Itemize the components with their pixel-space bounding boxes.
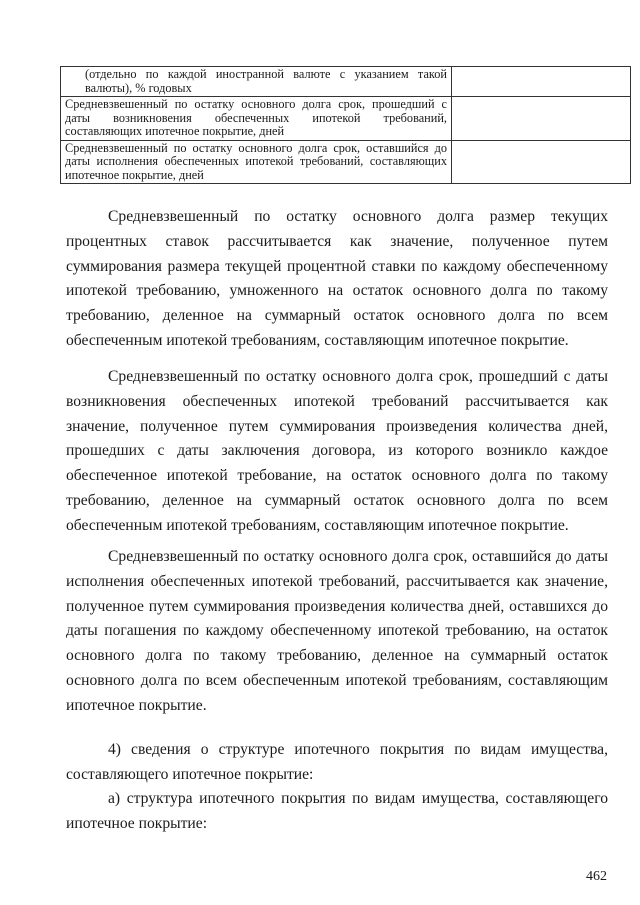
indicator-table bbox=[60, 66, 631, 184]
table-cell-label: Средневзвешенный по остатку основного долга срок, оставшийся до даты исполнения обеспеченных ипотекой требований, составляющих ипотечное покрытие, дней bbox=[61, 140, 452, 184]
table-cell-value bbox=[452, 67, 631, 97]
table-row bbox=[61, 67, 631, 97]
table-row bbox=[61, 140, 631, 184]
paragraph-elapsed-term: Средневзвешенный по остатку основного долга срок, прошедший с даты возникновения обеспеченных ипотекой требований рассчитывается как значение, полученное путем суммирования произведения количества дней, прошедших с даты заключения договора, из которого возникло каждое обеспеченное ипотекой требование, на остаток основного долга по такому требованию, деленное на суммарный остаток основного долга по всем обеспеченным ипотекой требованиям, составляющим ипотечное покрытие. bbox=[66, 368, 608, 534]
table-cell-label: Средневзвешенный по остатку основного долга срок, прошедший с даты возникновения обеспеченных ипотекой требований, составляющих ипотечное покрытие, дней bbox=[61, 97, 452, 141]
table-row bbox=[61, 97, 631, 141]
table-cell-label: (отдельно по каждой иностранной валюте с указанием такой валюты), % годовых bbox=[61, 67, 452, 97]
page-number: 462 bbox=[586, 869, 607, 884]
table-cell-value bbox=[452, 97, 631, 141]
paragraph-interest-rate: Средневзвешенный по остатку основного долга размер текущих процентных ставок рассчитывается как значение, полученное путем суммирования размера текущей процентной ставки по каждому обеспеченному ипотекой требованию, умноженного на остаток основного долга по такому требованию, деленное на суммарный остаток основного долга по всем обеспеченным ипотекой требованиям, составляющим ипотечное покрытие. bbox=[66, 208, 608, 349]
paragraph-item-4: 4) сведения о структуре ипотечного покрытия по видам имущества, составляющего ипотечное покрытие: bbox=[66, 741, 608, 783]
table-cell-value bbox=[452, 140, 631, 184]
paragraph-remaining-term: Средневзвешенный по остатку основного долга срок, оставшийся до даты исполнения обеспеченных ипотекой требований, рассчитывается как значение, полученное путем суммирования произведения количества дней, оставшихся до даты погашения по каждому обеспеченному ипотекой требованию, на остаток основного долга по такому требованию, деленное на суммарный остаток основного долга по всем обеспеченным ипотекой требованиям, составляющим ипотечное покрытие. bbox=[66, 548, 608, 714]
paragraph-item-a: а) структура ипотечного покрытия по видам имущества, составляющего ипотечное покрытие: bbox=[66, 790, 608, 832]
